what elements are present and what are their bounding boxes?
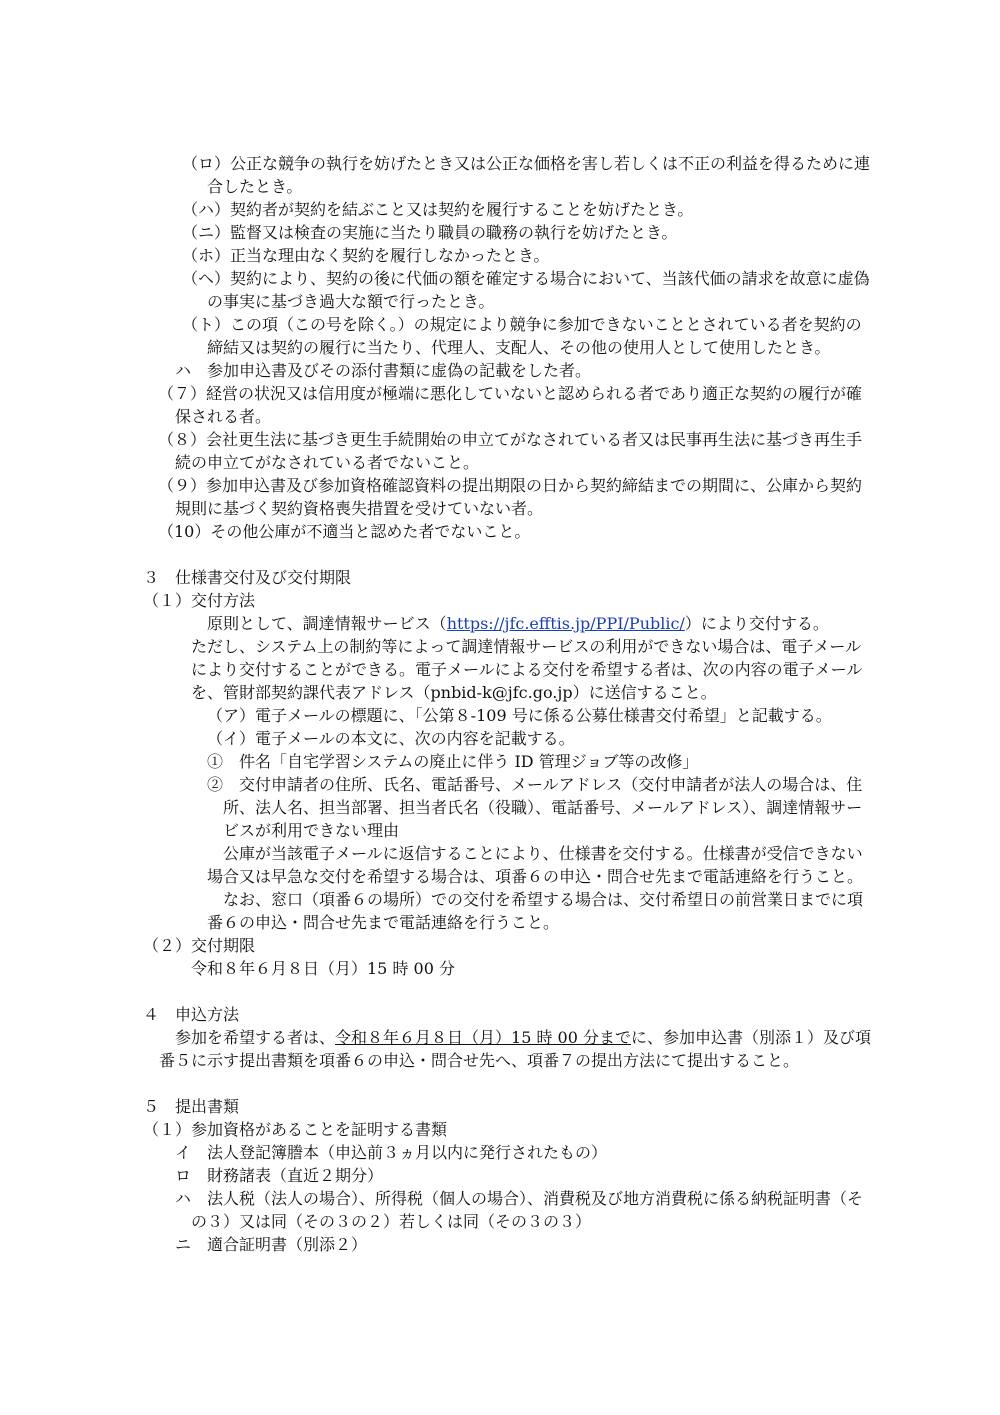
counter-note-line1: なお、窓口（項番６の場所）での交付を希望する場合は、交付希望日の前営業日までに項 [223, 890, 864, 909]
clause-he: （ヘ）契約により、契約の後に代価の額を確定する場合において、当該代価の請求を故意に虚偽 [182, 269, 870, 288]
doc-item-i: イ 法人登記簿謄本（申込前３ヵ月以内に発行されたもの） [175, 1143, 608, 1162]
email-body-point-1: ① 件名「自宅学習システムの廃止に伴う ID 管理ジョブ等の改修」 [207, 752, 699, 771]
email-body-item: （イ）電子メールの本文に、次の内容を記載する。 [207, 729, 575, 748]
email-body-point-2-cont2: ビスが利用できない理由 [223, 821, 400, 840]
delivery-method-line3: により交付することができる。電子メールによる交付を希望する者は、次の内容の電子メール [191, 660, 863, 679]
item-8-cont: 続の申立てがなされている者でないこと。 [175, 453, 480, 472]
email-body-point-2: ② 交付申請者の住所、氏名、電話番号、メールアドレス（交付申請者が法人の場合は、住 [207, 775, 863, 794]
doc-item-ha-cont: の３）又は同（その３の２）若しくは同（その３の３） [191, 1212, 592, 1231]
clause-he-cont: の事実に基づき過大な額で行ったとき。 [207, 292, 495, 311]
delivery-method-line1 [207, 613, 829, 635]
application-method-line1 [175, 1027, 871, 1049]
clause-ho: （ホ）正当な理由なく契約を履行しなかったとき。 [182, 246, 550, 265]
clause-ha: （ハ）契約者が契約を結ぶこと又は契約を履行することを妨げたとき。 [182, 200, 694, 219]
item-ha: ハ 参加申込書及びその添付書類に虚偽の記載をした者。 [175, 361, 592, 380]
section-5-1-heading: （１）参加資格があることを証明する書類 [143, 1120, 448, 1139]
clause-to: （ト）この項（この号を除く。）の規定により競争に参加できないこととされている者を契約の [182, 315, 862, 334]
item-7-cont: 保される者。 [175, 407, 272, 426]
clause-ro: （ロ）公正な競争の執行を妨げたとき又は公正な価格を害し若しくは不正の利益を得るために連 [182, 154, 871, 173]
section-3-2-heading: （２）交付期限 [143, 936, 256, 955]
counter-note-line2: 番６の申込・問合せ先まで電話連絡を行うこと。 [207, 913, 560, 932]
application-text: 参加を希望する者は、 [175, 1028, 336, 1047]
email-body-point-2-cont1: 所、法人名、担当部署、担当者氏名（役職）、電話番号、メールアドレス）、調達情報サー [223, 798, 863, 817]
clause-ni: （ニ）監督又は検査の実施に当たり職員の職務の執行を妨げたとき。 [182, 223, 678, 242]
procurement-service-link[interactable]: https://jfc.efftis.jp/PPI/Public/ [446, 614, 685, 633]
delivery-method-text-end: ）により交付する。 [684, 614, 829, 633]
section-3-heading: ３ 仕様書交付及び交付期限 [143, 568, 352, 587]
item-8: （８）会社更生法に基づき更生手続開始の申立てがなされている者又は民事再生法に基づき再生手 [158, 430, 863, 449]
item-10: （10）その他公庫が不適当と認めた者でないこと。 [158, 522, 531, 541]
application-deadline: 令和８年６月８日（月）15 時 00 分まで [335, 1028, 631, 1047]
doc-item-ha: ハ 法人税（法人の場合）、所得税（個人の場合）、消費税及び地方消費税に係る納税証明書（そ [175, 1189, 864, 1208]
item-9-cont: 規則に基づく契約資格喪失措置を受けていない者。 [175, 499, 544, 518]
reply-note-line2: 場合又は早急な交付を希望する場合は、項番６の申込・問合せ先まで電話連絡を行うこと。 [207, 867, 864, 886]
reply-note-line1: 公庫が当該電子メールに返信することにより、仕様書を交付する。仕様書が受信できない [223, 844, 863, 863]
application-method-line2: 番５に示す提出書類を項番６の申込・問合せ先へ、項番７の提出方法にて提出すること。 [159, 1051, 800, 1070]
item-9: （９）参加申込書及び参加資格確認資料の提出期限の日から契約締結までの期間に、公庫から契約 [158, 476, 863, 495]
section-5-heading: ５ 提出書類 [143, 1097, 240, 1116]
doc-item-ro: ロ 財務諸表（直近２期分） [175, 1166, 384, 1185]
item-7: （７）経営の状況又は信用度が極端に悪化していないと認められる者であり適正な契約の履行が確 [158, 384, 863, 403]
clause-to-cont: 締結又は契約の履行に当たり、代理人、支配人、その他の使用人として使用したとき。 [207, 338, 831, 357]
delivery-method-line2: ただし、システム上の制約等によって調達情報サービスの利用ができない場合は、電子メール [191, 637, 862, 656]
section-3-1-heading: （１）交付方法 [143, 591, 256, 610]
doc-item-ni: ニ 適合証明書（別添２） [175, 1235, 368, 1254]
delivery-method-text: 原則として、調達情報サービス（ [207, 614, 447, 633]
clause-ro-cont: 合したとき。 [207, 177, 303, 196]
email-subject-item: （ア）電子メールの標題に、「公第８-109 号に係る公募仕様書交付希望」と記載する。 [207, 706, 832, 725]
delivery-deadline: 令和８年６月８日（月）15 時 00 分 [191, 959, 455, 978]
delivery-method-line4: を、管財部契約課代表アドレス（pnbid-k@jfc.go.jp）に送信すること。 [191, 683, 717, 702]
section-4-heading: ４ 申込方法 [143, 1005, 240, 1024]
application-text-end: に、参加申込書（別添１）及び項 [631, 1028, 872, 1047]
